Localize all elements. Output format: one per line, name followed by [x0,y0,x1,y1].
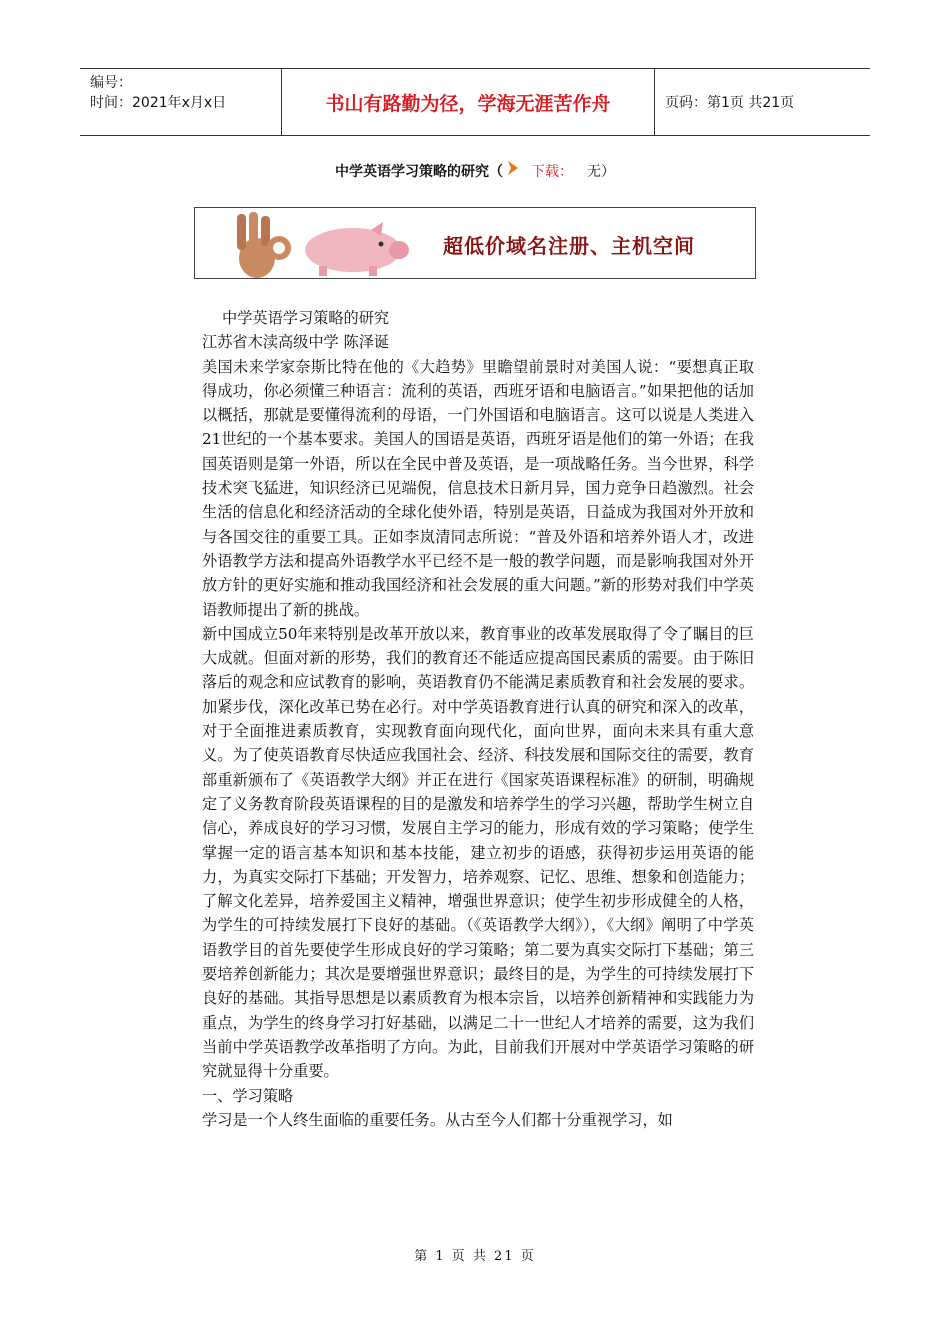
document-title [0,160,950,184]
header-meta [80,69,282,135]
article-author: 江苏省木渎高级中学 陈泽诞 [202,333,390,352]
header-page-info: 页码：第1页 共21页 [665,95,795,111]
page-footer: 第 1 页 共 21 页 [414,1249,536,1264]
piggy-bank-icon [295,220,415,276]
article-body [202,306,754,1132]
article-paragraph: 美国未来学家奈斯比特在他的《大趋势》里瞻望前景时对美国人说：“要想真正取得成功，你必须懂三种语言：流利的英语，西班牙语和电脑语言。”如果把他的话加以概括，那就是要懂得流利的母语，一门外国语和电脑语言。这可以说是人类进入21世纪的一个基本要求。美国人的国语是英语，西班牙语是他们的第一外语；在我国英语则是第一外语，所以在全民中普及英语，是一项战略任务。当今世界，科学技术突飞猛进，知识经济已见端倪，信息技术日新月异，国力竞争日趋激烈。社会生活的信息化和经济活动的全球化使外语，特别是英语，日益成为我国对外开放和与各国交往的重要工具。正如李岚清同志所说：“普及外语和培养外语人才，改进外语教学方法和提高外语教学水平已经不是一般的教学问题，而是影响我国对外开放方针的更好实施和推动我国经济和社会发展的重大问题。”新的形势对我们中学英语教师提出了新的挑战。 [202,357,754,619]
article-paragraph: 学习是一个人终生面临的重要任务。从古至今人们都十分重视学习，如 [202,1110,673,1129]
download-label[interactable]: 下载： [531,164,573,180]
header-motto: 书山有路勤为径，学海无涯苦作舟 [282,69,655,135]
article-heading: 中学英语学习策略的研究 [222,309,390,327]
section-heading: 一、学习策略 [202,1086,294,1105]
banner-text: 超低价域名注册、主机空间 [443,234,695,258]
download-value: 无 [587,164,601,180]
article-paragraph: 新中国成立50年来特别是改革开放以来，教育事业的改革发展取得了令了瞩目的巨大成就。但面对新的形势，我们的教育还不能适应提高国民素质的需要。由于陈旧落后的观念和应试教育的影响，英语教育仍不能满足素质教育和社会发展的要求。加紧步伐，深化改革已势在必行。对中学英语教育进行认真的研究和深入的改革，对于全面推进素质教育，实现教育面向现代化，面向世界，面向未来具有重大意义。为了使英语教育尽快适应我国社会、经济、科技发展和国际交往的需要，教育部重新颁布了《英语教学大纲》并正在进行《国家英语课程标准》的研制，明确规定了义务教育阶段英语课程的目的是激发和培养学生的学习兴趣，帮助学生树立自信心，养成良好的学习习惯，发展自主学习的能力，形成有效的学习策略；使学生掌握一定的语言基本知识和基本技能，建立初步的语感，获得初步运用英语的能力，为真实交际打下基础；开发智力，培养观察、记忆、思维、想象和创造能力；了解文化差异，培养爱国主义精神，增强世界意识；使学生初步形成健全的人格，为学生的可持续发展打下良好的基础。（《英语教学大纲》），《大纲》阐明了中学英语教学目的首先要使学生形成良好的学习策略；第二要为真实交际打下基础；第三要培养创新能力；其次是要增强世界意识；最终目的是，为学生的可持续发展打下良好的基础。其指导思想是以素质教育为根本宗旨，以培养创新精神和实践能力为重点，为学生的终身学习打好基础，以满足二十一世纪人才培养的需要，这为我们当前中学英语教学改革指明了方向。为此，目前我们开展对中学英语学习策略的研究就显得十分重要。 [202,624,754,1081]
arrow-right-icon [505,160,521,184]
number-label: 编号： [90,75,132,91]
ad-banner[interactable] [194,207,756,279]
title-close: ） [601,164,615,180]
time-label: 时间：2021年x月x日 [90,95,227,111]
page-header [80,68,870,136]
ok-hand-icon [223,210,293,279]
title-main: 中学英语学习策略的研究（ [335,164,503,180]
